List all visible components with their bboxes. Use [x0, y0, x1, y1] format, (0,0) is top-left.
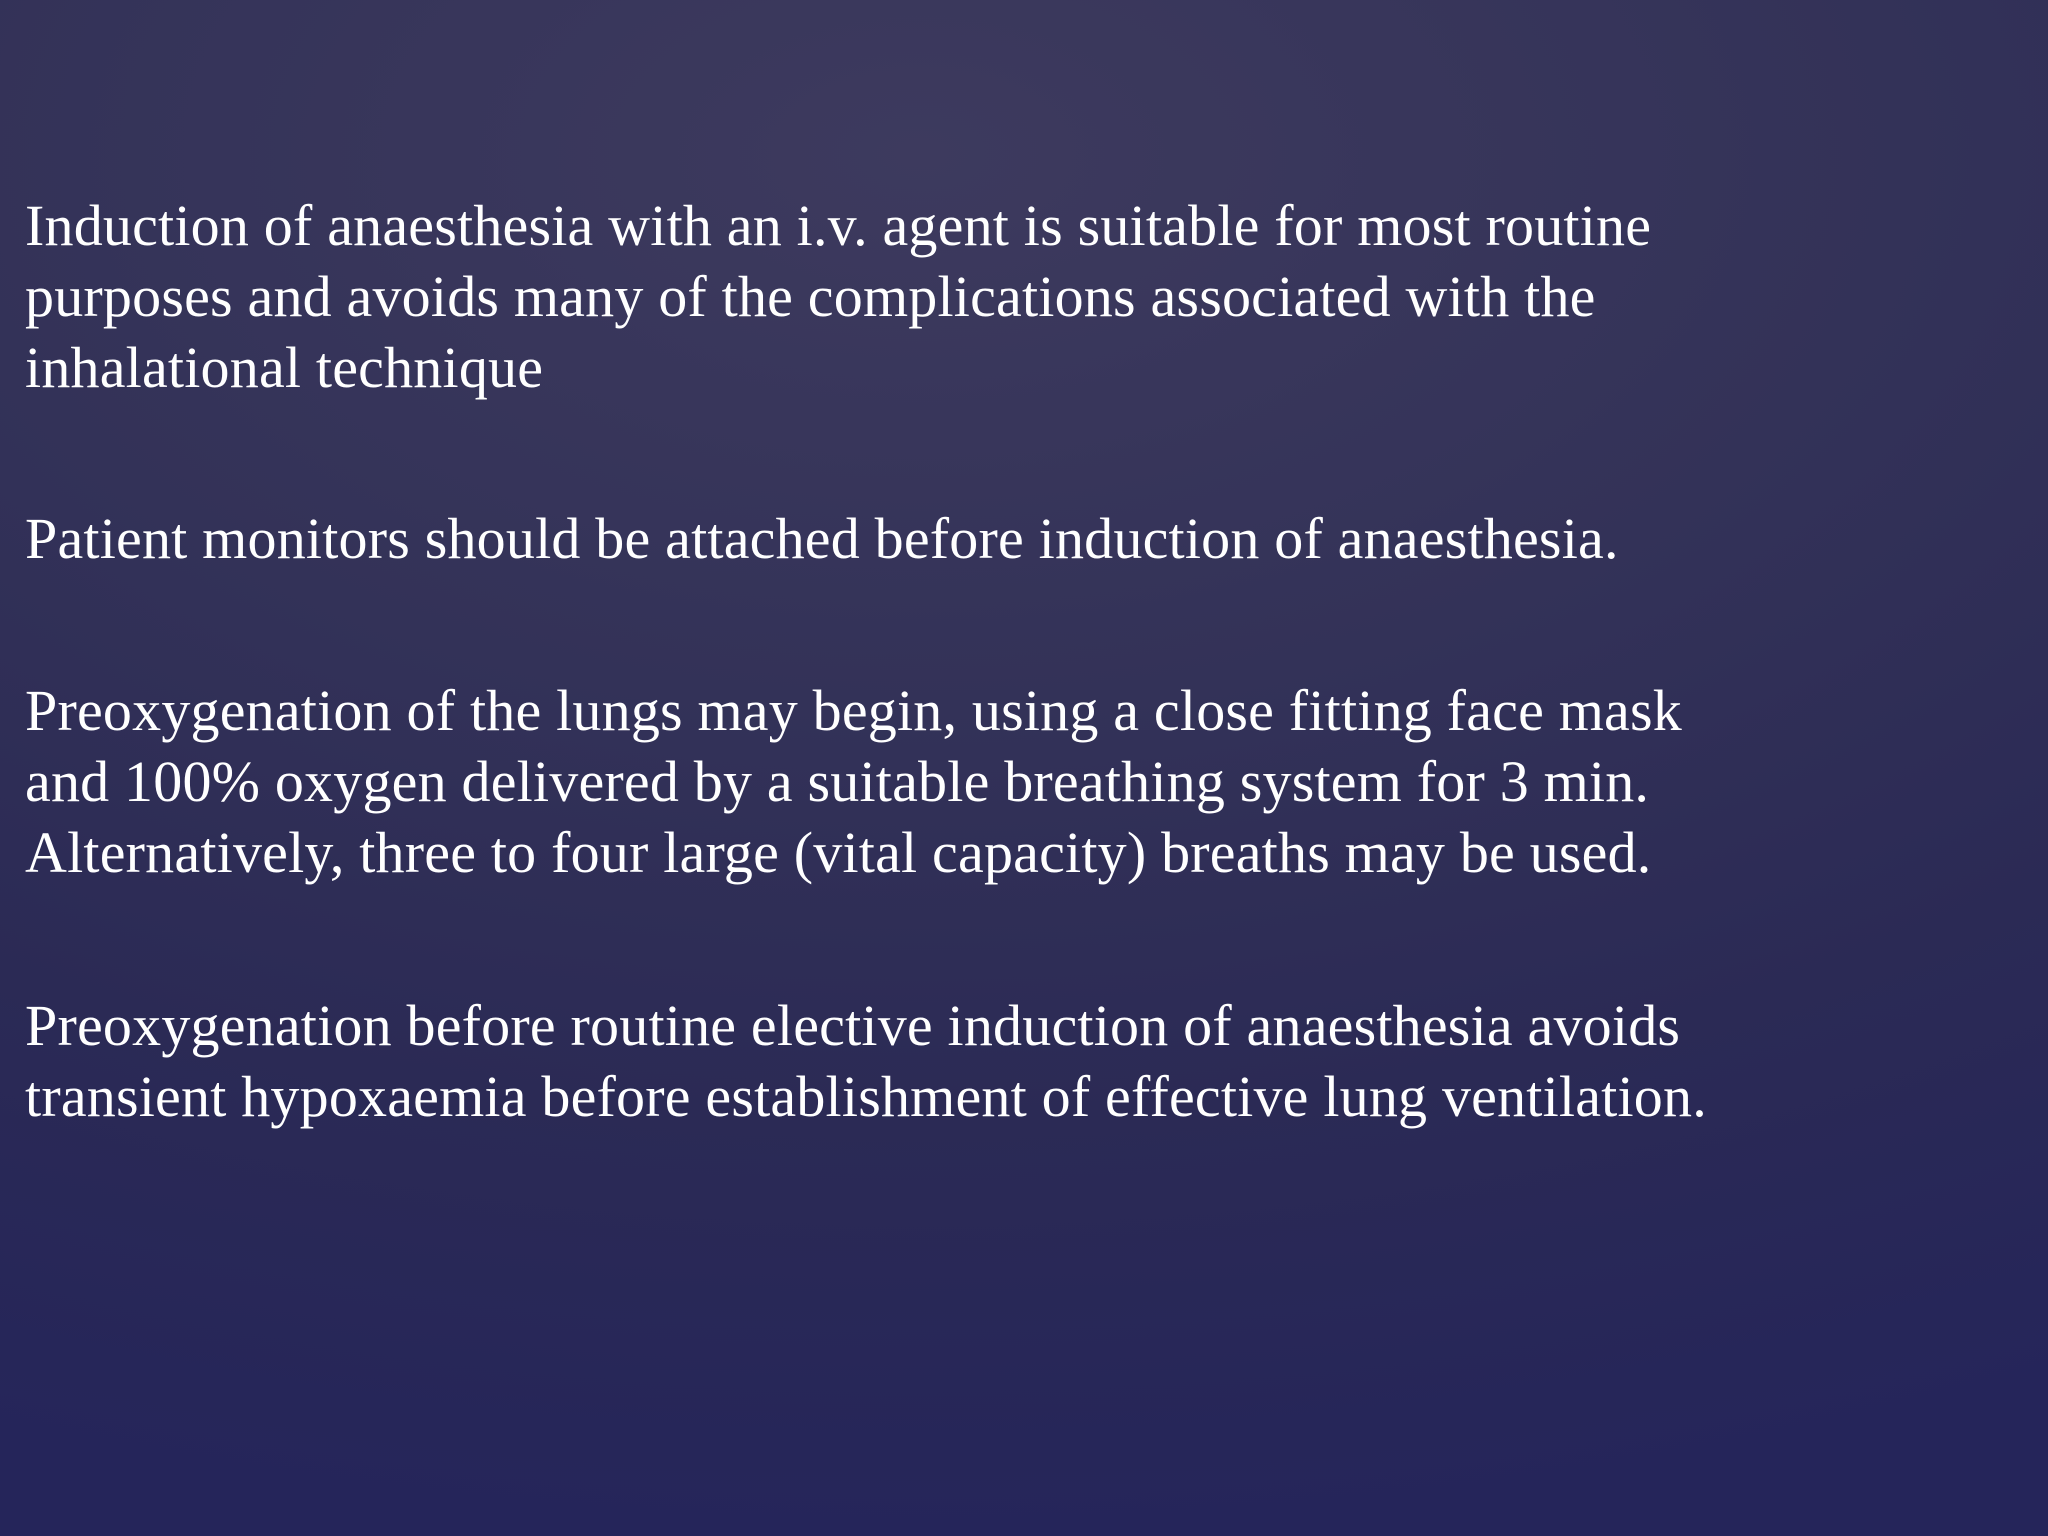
paragraph-preoxygenation-method: Preoxygenation of the lungs may begin, using a close fitting face mask and 100% oxygen delivered by a suitable breathing system for 3 min. Alternatively, three to four large (vital capacity) breaths may be used.: [25, 678, 1682, 885]
paragraph-patient-monitors: Patient monitors should be attached before induction of anaesthesia.: [25, 506, 1619, 571]
paragraph-iv-induction: Induction of anaesthesia with an i.v. agent is suitable for most routine purposes and avoids many of the complications associated with the inhalational technique: [25, 193, 1652, 400]
paragraph-preoxygenation-benefit: Preoxygenation before routine elective induction of anaesthesia avoids transient hypoxaemia before establishment of effective lung ventilation.: [25, 993, 1707, 1129]
